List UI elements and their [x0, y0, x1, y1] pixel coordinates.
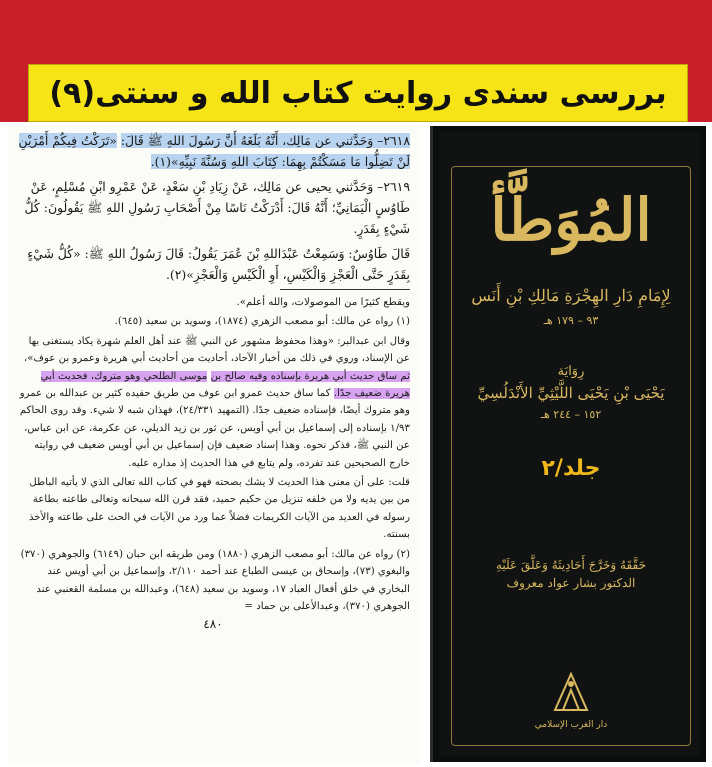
editor-line-2: الدكتور بشار عواد معروف	[506, 576, 636, 590]
narrator-dates: ١٥٢ – ٢٤٤ هـ	[540, 408, 602, 421]
book-editor	[433, 556, 709, 592]
volume-label: جلد/٢	[541, 456, 601, 481]
footnote-1-highlight-a: ثم ساق حديث أبي هريرة بإسناده وفيه صالح بن	[210, 370, 410, 382]
page-title: بررسی سندی روایت کتاب الله و سنتی(۹)	[49, 75, 667, 111]
book-page-scan	[8, 126, 420, 764]
editor-line-1: حَقَّقَهُ وَخَرَّجَ أَحَادِيثَهُ وَعَلَّقَ عَلَيْهِ	[495, 558, 647, 572]
hadith-2619: ٢٦١٩– وَحَدَّثني يحيى عن مَالِك، عَنْ زِيَادِ بْنِ سَعْدٍ، عَنْ عَمْرِو ابْنِ مُسْلِمٍ، عَنْ طَاوُسٍ الْيَمَانِيِّ؛ أَنَّهُ قَالَ: أَدْرَكْتُ نَاسًا مِنْ أَصْحَابِ رَسُولِ اللهِ ﷺ يَقُولُونَ: كُلُّ شَيْءٍ بِقَدَرٍ.	[24, 179, 410, 236]
footnote-divider	[280, 289, 410, 290]
footnote-1-comment: قلت: على أن معنى هذا الحديث لا يشك بصحته فهو في كتاب الله تعالى الذي لا يأتيه الباطل من بين يديه ولا من خلفه تنزيل من حكيم حميد، فقد قرن الله سبحانه وتعالى طاعته بطاعة رسوله في العديد من الآيات الكريمات فضلاً عما ورد من الآيات في الحث على طاعته والأخذ بسنته.	[28, 477, 410, 541]
publisher-logo-icon	[547, 666, 595, 714]
hadith-2618	[16, 130, 410, 172]
footnote-1: (١) رواه عن مالك: أبو مصعب الزهري (١٨٧٤)، وسويد بن سعيد (٦٤٥).	[114, 316, 410, 328]
footnote-1-continuation: كما ساق حديث عمرو ابن عوف من طريق حفيده كثير بن عبدالله بن عمرو وهو متروك أيضًا، فإسناده ضعيف جدًا. (التمهيد ٢٤/٣٣١)، فهذان شبه لا شيء. وقد روى الحاكم ١/٩٣ بإسناده إلى إسماعيل بن أبي أويس، عن ثور بن زيد الديلي، عن عكرمة، عن ابن عباس، عن النبي ﷺ، فذكر نحوه. وهذا إسناد ضعيف فإن إسماعيل بن أبي أويس ضعيف في روايته خارج الصحيحين عند تفرده، ولم يتابع في هذا الحديث إذ مداره عليه.	[19, 388, 410, 469]
footnote-1-text: وقال ابن عبدالبر: «وهذا محفوظ مشهور عن النبي ﷺ عند أهل العلم شهرة يكاد يستغنى بها عن الإسناد، وروي في ذلك من أخبار الآحاد، أحاديث من أحاديث أبي هريرة وعمرو بن عوف»،	[23, 335, 410, 365]
footnote-1-highlight-b: موسى الطلحي وهو متروك، فحديث أبي هريرة ضعيف جدًا.	[40, 370, 410, 400]
hadith-section	[16, 130, 410, 285]
book-cover	[430, 126, 706, 762]
book-author: لِإِمَامِ دَارِ الهِجْرَةِ مَالِكِ بْنِ أَنَس	[471, 286, 671, 305]
footnote-1-body	[16, 333, 410, 472]
book-title: المُوَطَّأ	[490, 186, 652, 254]
title-banner	[28, 64, 688, 122]
riwaya-label: رِوَايَة	[557, 364, 585, 379]
book-narrator: يَحْيَى بْنِ يَحْيَى اللَّيْثِيِّ الأَنْدَلُسِيِّ	[477, 384, 665, 402]
hadith-2618-line-2: «تَرَكْتُ فِيكُمْ أَمْرَيْنِ لَنْ تَضِلُّوا مَا مَسَكْتُمْ بِهِمَا: كِتَابَ اللهِ وَسُنَّةَ نَبِيِّهِ»(١).	[18, 133, 410, 169]
page-number: ٤٨٠	[203, 617, 223, 632]
footnotes	[16, 294, 410, 615]
hadith-tawus: قَالَ طَاوُسٌ: وَسَمِعْتُ عَبْدَاللهِ بْنَ عُمَرَ يَقُولُ: قَالَ رَسُولُ اللهِ ﷺ: «كُلُّ شَيْءٍ بِقَدَرٍ حَتَّى الْعَجْزِ وَالْكَيْسِ، أَوِ الْكَيْسِ وَالْعَجْزِ»(٢).	[27, 246, 410, 282]
footnote-2: (٢) رواه عن مالك: أبو مصعب الزهري (١٨٨٠) ومن طريقه ابن حبان (٦١٤٩) والجوهري (٣٧٠) والبغوي (٧٣)، وإسحاق بن عيسى الطباع عند أحمد ٢/١١٠، وإسماعيل بن أبي أويس عند البخاري في خلق أفعال العباد ١٧، وسويد بن سعيد (٦٤٨)، وعبدالله بن مسلمة القعنبي عند الجوهري (٣٧٠)، وعبدالأعلى بن حماد =	[20, 548, 410, 612]
footnote-intro: ويقطع كثيرًا من الموصولات، والله أعلم».	[236, 297, 410, 308]
hadith-2618-line-1: ٢٦١٨– وَحَدَّثني عن مَالِك، أَنَّهُ بَلَغَهُ أَنَّ رَسُولَ اللهِ ﷺ قَالَ:	[120, 133, 410, 148]
book-publisher: دار الغرب الإسلامي	[534, 720, 608, 730]
author-dates: ٩٣ – ١٧٩ هـ	[543, 314, 599, 327]
